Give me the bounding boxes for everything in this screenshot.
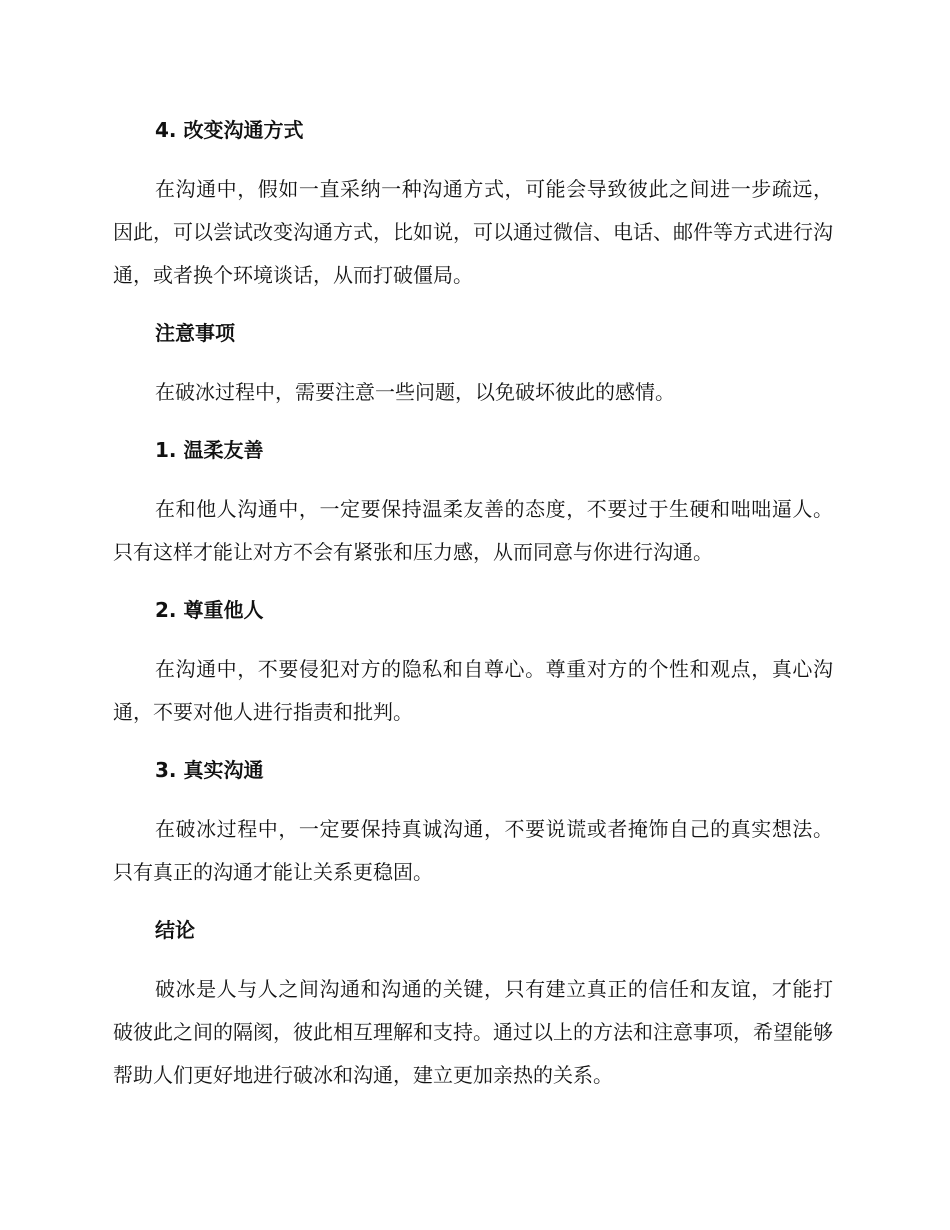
heading-conclusion: 结论 <box>155 918 195 942</box>
heading-gentle-friendly: 1. 温柔友善 <box>155 438 264 462</box>
paragraph-conclusion: 破冰是人与人之间沟通和沟通的关键，只有建立真正的信任和友谊，才能打破彼此之间的隔阂，彼此相互理解和支持。通过以上的方法和注意事项，希望能够帮助人们更好地进行破冰和沟通，建立更加亲热的关系。 <box>113 977 833 1087</box>
paragraph-genuine-communication: 在破冰过程中，一定要保持真诚沟通，不要说谎或者掩饰自己的真实想法。只有真正的沟通才能让关系更稳固。 <box>113 817 833 884</box>
heading-notes: 注意事项 <box>155 321 235 345</box>
heading-genuine-communication: 3. 真实沟通 <box>155 758 264 782</box>
paragraph-notes: 在破冰过程中，需要注意一些问题，以免破坏彼此的感情。 <box>155 380 675 404</box>
heading-respect-others: 2. 尊重他人 <box>155 598 264 622</box>
document-page <box>113 110 833 1113</box>
heading-change-communication: 4. 改变沟通方式 <box>155 118 304 142</box>
paragraph-respect-others: 在沟通中，不要侵犯对方的隐私和自尊心。尊重对方的个性和观点，真心沟通，不要对他人进行指责和批判。 <box>113 657 833 724</box>
paragraph-change-communication: 在沟通中，假如一直采纳一种沟通方式，可能会导致彼此之间进一步疏远，因此，可以尝试改变沟通方式，比如说，可以通过微信、电话、邮件等方式进行沟通，或者换个环境谈话，从而打破僵局。 <box>113 177 833 287</box>
paragraph-gentle-friendly: 在和他人沟通中，一定要保持温柔友善的态度，不要过于生硬和咄咄逼人。只有这样才能让对方不会有紧张和压力感，从而同意与你进行沟通。 <box>113 497 833 564</box>
